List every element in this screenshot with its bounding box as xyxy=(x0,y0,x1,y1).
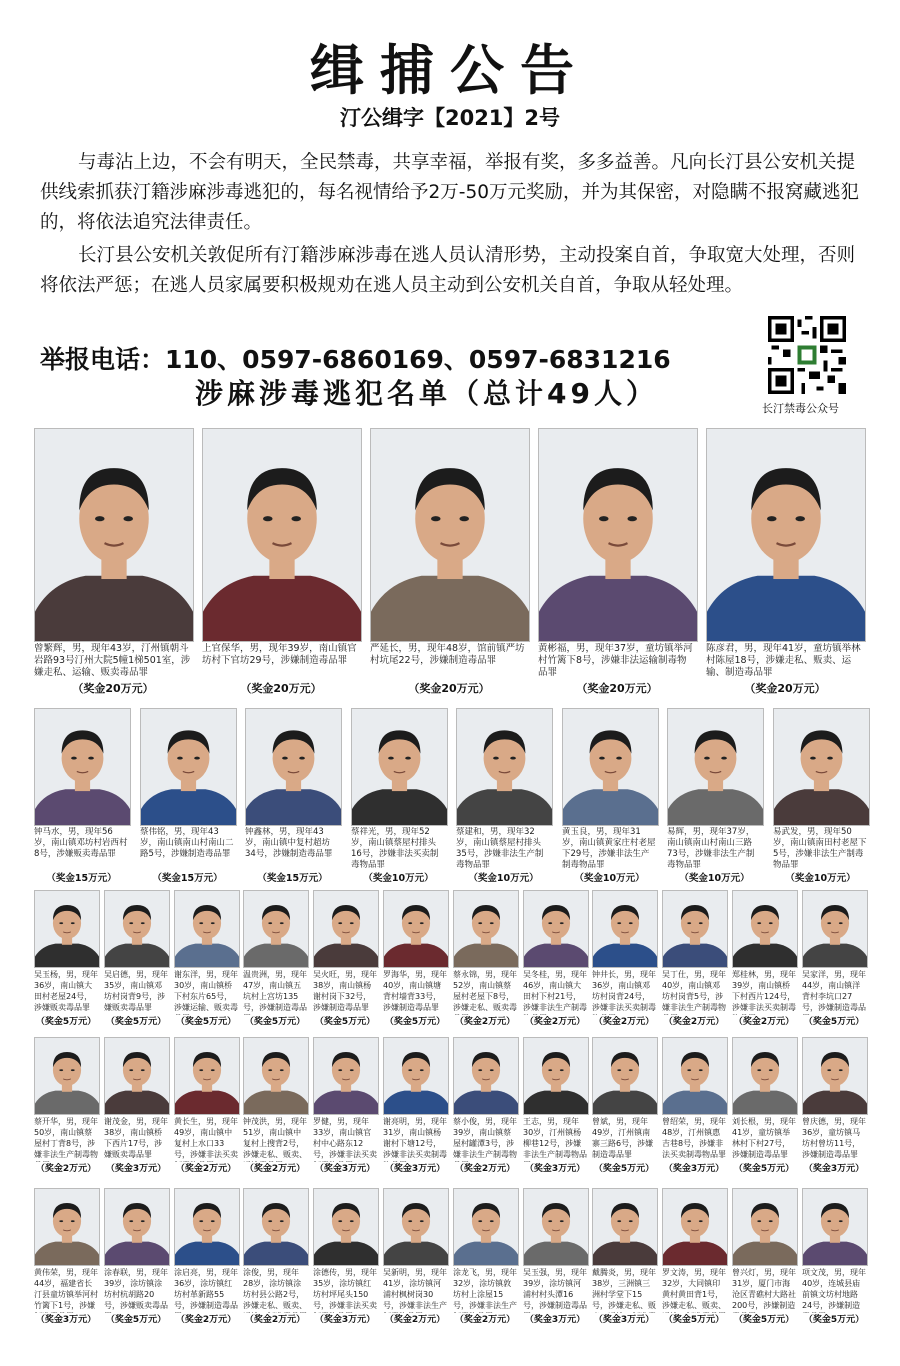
fugitive-description: 蔡建和，男，现年32岁，南山镇蔡屋村排头35号，涉嫌非法生产制毒物品罪 xyxy=(456,827,544,870)
fugitive-card xyxy=(802,1188,866,1328)
fugitive-card xyxy=(538,428,696,696)
fugitive-reward: （奖金20万元） xyxy=(744,682,826,695)
fugitive-card xyxy=(370,428,528,696)
fugitive-photo xyxy=(351,708,448,826)
fugitive-card xyxy=(34,1037,98,1177)
portrait-icon xyxy=(707,429,865,641)
fugitive-description: 谢东洋，男，现年30岁，南山镇桥下村东片65号，涉嫌运输、贩卖毒 xyxy=(174,970,238,1012)
portrait-icon xyxy=(175,891,239,967)
fugitive-list-title: 涉麻涉毒逃犯名单（总计49人） xyxy=(195,377,658,410)
fugitive-photo xyxy=(732,1037,798,1115)
fugitive-description: 钟鑫林，男，现年43岁，南山镇中复村超坊34号，涉嫌制造毒品罪 xyxy=(245,827,333,859)
portrait-icon xyxy=(35,429,193,641)
fugitive-reward: （奖金3万元） xyxy=(593,1315,655,1325)
fugitive-reward: （奖金3万元） xyxy=(803,1164,865,1174)
notice-title: 缉捕公告 xyxy=(310,39,590,102)
fugitive-description: 郑桂林，男，现年39岁，南山镇桥下村西片124号，涉嫌非法买卖制毒 xyxy=(732,970,796,1012)
fugitive-description: 王志，男，现年30岁，汀州镇杨柳巷12号，涉嫌非法生产制毒物品 xyxy=(523,1117,587,1159)
fugitive-description: 罗文涛，男，现年32岁，大同镇印黄村黄田背1号，涉嫌走私、贩卖、 xyxy=(662,1268,726,1310)
fugitive-card xyxy=(706,428,864,696)
fugitive-photo xyxy=(383,890,449,968)
fugitive-reward: （奖金3万元） xyxy=(384,1164,446,1174)
fugitive-card xyxy=(243,1037,307,1177)
fugitive-photo xyxy=(802,890,868,968)
portrait-icon xyxy=(803,1038,867,1114)
fugitive-description: 曾庆德，男，现年36岁，童坊镇马坊村曾坊11号，涉嫌制造毒品罪 xyxy=(802,1117,866,1159)
portrait-icon xyxy=(314,1038,378,1114)
portrait-icon xyxy=(733,1038,797,1114)
portrait-icon xyxy=(524,1038,588,1114)
fugitive-reward: （奖金2万元） xyxy=(175,1315,237,1325)
fugitive-reward: （奖金3万元） xyxy=(524,1315,586,1325)
fugitive-photo xyxy=(523,890,589,968)
fugitive-description: 蔡小俊，男，现年39岁，南山镇蔡屋村罐潭3号，涉嫌非法生产制毒物 xyxy=(453,1117,517,1159)
fugitive-reward: （奖金2万元） xyxy=(593,1017,655,1027)
fugitive-card xyxy=(523,1188,587,1328)
fugitive-photo xyxy=(34,890,100,968)
fugitive-description: 吴玉强，男，现年39岁，涂坊镇河浦村村头潭16号，涉嫌制造毒品 xyxy=(523,1268,587,1310)
portrait-icon xyxy=(774,709,869,825)
fugitive-reward: （奖金5万元） xyxy=(105,1017,167,1027)
portrait-icon xyxy=(803,1189,867,1265)
fugitive-photo xyxy=(773,708,870,826)
fugitive-card xyxy=(313,1037,377,1177)
fugitive-reward: （奖金20万元） xyxy=(72,682,154,695)
fugitive-card xyxy=(592,890,656,1030)
portrait-icon xyxy=(733,891,797,967)
fugitive-card xyxy=(523,890,587,1030)
fugitive-card xyxy=(662,890,726,1030)
fugitive-photo xyxy=(140,708,237,826)
portrait-icon xyxy=(668,709,763,825)
portrait-icon xyxy=(384,1189,448,1265)
fugitive-card xyxy=(523,1037,587,1177)
fugitive-card xyxy=(453,890,517,1030)
fugitive-photo xyxy=(592,1188,658,1266)
fugitive-reward: （奖金3万元） xyxy=(663,1164,725,1174)
fugitive-reward: （奖金5万元） xyxy=(803,1017,865,1027)
portrait-icon xyxy=(35,709,130,825)
fugitive-card xyxy=(174,1037,238,1177)
fugitive-card xyxy=(313,1188,377,1328)
fugitive-description: 黄彬福，男，现年37岁，童坊镇举河村竹篱下8号，涉嫌非法运输制毒物品罪 xyxy=(538,643,693,678)
fugitive-reward: （奖金5万元） xyxy=(35,1017,97,1027)
fugitive-description: 钟茂洪，男，现年51岁，南山镇中复村上搜背2号，涉嫌走私、贩卖、 xyxy=(243,1117,307,1159)
fugitive-card xyxy=(383,1037,447,1177)
portrait-icon xyxy=(35,1189,99,1265)
portrait-icon xyxy=(384,891,448,967)
fugitive-reward: （奖金2万元） xyxy=(244,1315,306,1325)
fugitive-card xyxy=(732,1037,796,1177)
fugitive-description: 吴家洋，男，现年44岁，南山镇洋背村李坑口27号，涉嫌制造毒品 xyxy=(802,970,866,1012)
fugitive-photo xyxy=(370,428,530,642)
fugitive-card xyxy=(140,708,235,886)
fugitive-description: 温贵洲，男，现年47岁，南山镇五坑村上宫坊135号，涉嫌制造毒品 xyxy=(243,970,307,1012)
fugitive-description: 戴腾炎，男，现年38岁，三洲镇三洲村学堂下15号，涉嫌走私、贩 xyxy=(592,1268,656,1310)
fugitive-photo xyxy=(562,708,659,826)
fugitive-photo xyxy=(662,1037,728,1115)
fugitive-photo xyxy=(523,1037,589,1115)
fugitive-card xyxy=(773,708,868,886)
portrait-icon xyxy=(105,891,169,967)
fugitive-description: 吴启德，男，现年35岁，南山镇邓坊村岗背9号，涉嫌贩卖毒品罪 xyxy=(104,970,168,1012)
fugitive-reward: （奖金5万元） xyxy=(175,1017,237,1027)
fugitive-description: 易辉，男，现年37岁，南山镇南山村南山三路73号，涉嫌非法生产制毒物品罪 xyxy=(667,827,755,870)
fugitive-photo xyxy=(202,428,362,642)
fugitive-reward: （奖金5万元） xyxy=(663,1315,725,1325)
fugitive-photo xyxy=(34,428,194,642)
fugitive-photo xyxy=(174,1037,240,1115)
portrait-icon xyxy=(663,891,727,967)
fugitive-reward: （奖金5万元） xyxy=(244,1017,306,1027)
fugitive-description: 钟马水，男，现年56岁，南山镇邓坊村岩西村8号，涉嫌贩卖毒品罪 xyxy=(34,827,128,859)
portrait-icon xyxy=(246,709,341,825)
fugitive-reward: （奖金20万元） xyxy=(576,682,658,695)
fugitive-card xyxy=(592,1037,656,1177)
fugitive-card xyxy=(313,890,377,1030)
fugitive-description: 蔡开华，男，现年50岁，南山镇蔡屋村丁背8号，涉嫌非法生产制毒物 xyxy=(34,1117,98,1159)
fugitive-description: 涂德传，男，现年35岁，涂坊镇红坊村坪尾头150号，涉嫌非法买卖 xyxy=(313,1268,377,1310)
fugitive-reward: （奖金3万元） xyxy=(35,1315,97,1325)
portrait-icon xyxy=(175,1189,239,1265)
fugitive-reward: （奖金20万元） xyxy=(408,682,490,695)
fugitive-photo xyxy=(453,1037,519,1115)
fugitive-reward: （奖金15万元） xyxy=(46,873,117,884)
fugitive-description: 罗海华，男，现年40岁，南山镇塘背村墙背33号，涉嫌制造毒品罪 xyxy=(383,970,447,1012)
fugitive-card xyxy=(802,1037,866,1177)
fugitive-description: 曾绍荣，男，现年48岁，汀州镇惠吉巷8号，涉嫌非法买卖制毒物品罪 xyxy=(662,1117,726,1159)
fugitive-photo xyxy=(174,890,240,968)
fugitive-reward: （奖金2万元） xyxy=(384,1315,446,1325)
fugitive-reward: （奖金2万元） xyxy=(454,1017,516,1027)
fugitive-description: 涂启亮，男，现年36岁，涂坊镇红坊村革新路55号，涉嫌制造毒品 xyxy=(174,1268,238,1310)
portrait-icon xyxy=(663,1189,727,1265)
fugitive-card xyxy=(732,1188,796,1328)
fugitive-photo xyxy=(667,708,764,826)
portrait-icon xyxy=(454,1189,518,1265)
qr-label: 长汀禁毒公众号 xyxy=(762,402,839,415)
fugitive-reward: （奖金10万元） xyxy=(468,873,539,884)
portrait-icon xyxy=(175,1038,239,1114)
fugitive-card xyxy=(667,708,762,886)
fugitive-card xyxy=(104,1188,168,1328)
fugitive-card xyxy=(453,1188,517,1328)
fugitive-reward: （奖金2万元） xyxy=(454,1164,516,1174)
fugitive-description: 蔡永锦，男，现年52岁，南山镇蔡屋村老屋下8号，涉嫌走私、贩卖毒 xyxy=(453,970,517,1012)
fugitive-description: 易武发，男，现年50岁，南山镇南田村老屋下5号，涉嫌非法生产制毒物品罪 xyxy=(773,827,867,870)
fugitive-photo xyxy=(243,890,309,968)
portrait-icon xyxy=(593,1189,657,1265)
fugitive-photo xyxy=(662,1188,728,1266)
portrait-icon xyxy=(563,709,658,825)
fugitive-card xyxy=(245,708,340,886)
fugitive-photo xyxy=(243,1188,309,1266)
qr-code-icon xyxy=(768,316,846,394)
fugitive-description: 曾繁辉，男，现年43岁，汀州镇朝斗岩路93号汀州大院5幢1梯501室，涉嫌走私、运输、贩卖毒品罪 xyxy=(34,643,191,678)
fugitive-description: 刘长根，男，现年41岁，童坊镇举林村下村27号，涉嫌制造毒品罪 xyxy=(732,1117,796,1159)
fugitive-reward: （奖金10万元） xyxy=(574,873,645,884)
fugitive-card xyxy=(174,890,238,1030)
portrait-icon xyxy=(454,891,518,967)
fugitive-reward: （奖金20万元） xyxy=(240,682,322,695)
portrait-icon xyxy=(105,1038,169,1114)
fugitive-reward: （奖金15万元） xyxy=(152,873,223,884)
fugitive-photo xyxy=(104,890,170,968)
fugitive-card xyxy=(383,1188,447,1328)
fugitive-card xyxy=(592,1188,656,1328)
fugitive-description: 严延长，男，现年48岁，馆前镇严坊村坑尾22号，涉嫌制造毒品罪 xyxy=(370,643,525,666)
fugitive-photo xyxy=(453,890,519,968)
portrait-icon xyxy=(141,709,236,825)
portrait-icon xyxy=(524,891,588,967)
fugitive-description: 上官保华，男，现年39岁，南山镇官坊村下官坊29号，涉嫌制造毒品罪 xyxy=(202,643,357,666)
fugitive-card xyxy=(104,1037,168,1177)
fugitive-description: 陈彦君，男，现年41岁，童坊镇举林村陈屋18号，涉嫌走私、贩卖、运输、制造毒品罪 xyxy=(706,643,861,678)
portrait-icon xyxy=(244,891,308,967)
document-number: 汀公缉字【2021】2号 xyxy=(339,106,561,130)
fugitive-description: 涂春联，男，现年39岁，涂坊镇涂坊村杭胡路20号，涉嫌贩卖毒品 xyxy=(104,1268,168,1310)
fugitive-photo xyxy=(104,1188,170,1266)
fugitive-reward: （奖金2万元） xyxy=(175,1164,237,1174)
fugitive-photo xyxy=(732,1188,798,1266)
fugitive-description: 谢茂金，男，现年38岁，南山镇桥下西片17号，涉嫌贩卖毒品罪 xyxy=(104,1117,168,1159)
portrait-icon xyxy=(454,1038,518,1114)
fugitive-photo xyxy=(383,1188,449,1266)
fugitive-photo xyxy=(313,890,379,968)
portrait-icon xyxy=(203,429,361,641)
portrait-icon xyxy=(35,1038,99,1114)
portrait-icon xyxy=(352,709,447,825)
notice-paragraph-2: 长汀县公安机关敦促所有汀籍涉麻涉毒在逃人员认清形势，主动投案自首，争取宽大处理，否则将依法严惩；在逃人员家属要积极规劝在逃人员主动到公安机关自首，争取从轻处理。 xyxy=(40,245,856,296)
fugitive-description: 曾兴灯，男，现年31岁，厦门市海沧区青礁村大路社200号，涉嫌制造 xyxy=(732,1268,796,1310)
fugitive-photo xyxy=(243,1037,309,1115)
fugitive-photo xyxy=(34,1188,100,1266)
fugitive-photo xyxy=(732,890,798,968)
fugitive-reward: （奖金5万元） xyxy=(314,1017,376,1027)
portrait-icon xyxy=(371,429,529,641)
report-phone: 举报电话：110、0597-6860169、0597-6831216 xyxy=(40,345,671,374)
portrait-icon xyxy=(384,1038,448,1114)
fugitive-photo xyxy=(706,428,866,642)
fugitive-card xyxy=(34,890,98,1030)
fugitive-photo xyxy=(104,1037,170,1115)
fugitive-card xyxy=(34,1188,98,1328)
portrait-icon xyxy=(314,1189,378,1265)
fugitive-reward: （奖金2万元） xyxy=(663,1017,725,1027)
portrait-icon xyxy=(35,891,99,967)
fugitive-card xyxy=(802,890,866,1030)
fugitive-description: 黄长生，男，现年49岁，南山镇中复村上水口33号，涉嫌非法买卖 xyxy=(174,1117,238,1159)
portrait-icon xyxy=(105,1189,169,1265)
fugitive-description: 黄伟荣，男，现年44岁，福建省长汀县童坊镇举河村竹篱下1号，涉嫌 xyxy=(34,1268,98,1310)
fugitive-card xyxy=(453,1037,517,1177)
fugitive-description: 曾斌，男，现年49岁，汀州镇南寨三路6号，涉嫌制造毒品罪 xyxy=(592,1117,654,1159)
fugitive-card xyxy=(662,1037,726,1177)
fugitive-card xyxy=(104,890,168,1030)
fugitive-description: 项文茂，男，现年40岁，连城县庙前镇文坊村地路24号，涉嫌制造 xyxy=(802,1268,866,1310)
fugitive-reward: （奖金2万元） xyxy=(524,1017,586,1027)
fugitive-description: 涂龙飞，男，现年32岁，涂坊镇敦坊村上涂屋15号，涉嫌非法生产 xyxy=(453,1268,517,1310)
fugitive-description: 蔡伟铭，男，现年43岁，南山镇南山村南山二路5号，涉嫌制造毒品罪 xyxy=(140,827,234,859)
fugitive-reward: （奖金3万元） xyxy=(314,1164,376,1174)
portrait-icon xyxy=(593,891,657,967)
fugitive-reward: （奖金10万元） xyxy=(785,873,856,884)
fugitive-reward: （奖金10万元） xyxy=(679,873,750,884)
fugitive-reward: （奖金3万元） xyxy=(105,1164,167,1174)
fugitive-card xyxy=(34,708,129,886)
portrait-icon xyxy=(593,1038,657,1114)
fugitive-reward: （奖金15万元） xyxy=(257,873,328,884)
notice-paragraph-1: 与毒沾上边，不会有明天，全民禁毒，共享幸福，举报有奖，多多益善。凡向长汀县公安机关提供线索抓获汀籍涉麻涉毒逃犯的，每名视情给予2万-50万元奖励，并为其保密，对隐瞒不报窝藏逃犯的，将依法追究法律责任。 xyxy=(40,152,859,233)
fugitive-card xyxy=(174,1188,238,1328)
portrait-icon xyxy=(244,1038,308,1114)
fugitive-description: 黄玉良，男，现年31岁，南山镇黄家庄村老屋下29号，涉嫌非法生产制毒物品罪 xyxy=(562,827,656,870)
portrait-icon xyxy=(314,891,378,967)
fugitive-card xyxy=(351,708,446,886)
fugitive-reward: （奖金2万元） xyxy=(35,1164,97,1174)
fugitive-description: 吴新明，男，现年41岁，涂坊镇河浦村枫树岗30号，涉嫌非法生产 xyxy=(383,1268,447,1310)
fugitive-description: 吴火旺，男，现年38岁，南山镇杨谢村岗下32号，涉嫌制造毒品罪 xyxy=(313,970,377,1012)
fugitive-reward: （奖金3万元） xyxy=(314,1315,376,1325)
fugitive-description: 吴丁仕，男，现年40岁，南山镇邓坊村岗背5号，涉嫌非法生产制毒物 xyxy=(662,970,726,1012)
fugitive-photo xyxy=(453,1188,519,1266)
fugitive-description: 吴冬桂，男，现年46岁，南山镇大田村下村21号，涉嫌非法生产制毒 xyxy=(523,970,587,1012)
fugitive-card xyxy=(732,890,796,1030)
fugitive-card xyxy=(34,428,192,696)
portrait-icon xyxy=(457,709,552,825)
fugitive-description: 蔡祥光，男，现年52岁，南山镇蔡屋村排头16号，涉嫌非法买卖制毒物品罪 xyxy=(351,827,439,870)
fugitive-photo xyxy=(523,1188,589,1266)
fugitive-reward: （奖金5万元） xyxy=(105,1315,167,1325)
fugitive-description: 涂俊，男，现年28岁，涂坊镇涂坊村县公路2号，涉嫌走私、贩卖、 xyxy=(243,1268,307,1310)
fugitive-card xyxy=(662,1188,726,1328)
fugitive-reward: （奖金5万元） xyxy=(384,1017,446,1027)
fugitive-card xyxy=(383,890,447,1030)
portrait-icon xyxy=(524,1189,588,1265)
fugitive-card xyxy=(243,890,307,1030)
fugitive-reward: （奖金2万元） xyxy=(454,1315,516,1325)
fugitive-photo xyxy=(313,1037,379,1115)
fugitive-reward: （奖金2万元） xyxy=(244,1164,306,1174)
portrait-icon xyxy=(663,1038,727,1114)
fugitive-photo xyxy=(802,1188,868,1266)
fugitive-description: 谢亮明，男，现年31岁，南山镇杨谢村下塘12号，涉嫌非法买卖制毒 xyxy=(383,1117,447,1159)
fugitive-photo xyxy=(245,708,342,826)
fugitive-photo xyxy=(34,708,131,826)
fugitive-photo xyxy=(538,428,698,642)
fugitive-photo xyxy=(383,1037,449,1115)
fugitive-card xyxy=(562,708,657,886)
fugitive-reward: （奖金5万元） xyxy=(593,1164,655,1174)
fugitive-reward: （奖金5万元） xyxy=(733,1315,795,1325)
fugitive-photo xyxy=(592,1037,658,1115)
fugitive-photo xyxy=(174,1188,240,1266)
fugitive-description: 钟井长，男，现年36岁，南山镇邓坊村岗背24号，涉嫌非法买卖制毒 xyxy=(592,970,656,1012)
fugitive-photo xyxy=(592,890,658,968)
fugitive-photo xyxy=(313,1188,379,1266)
portrait-icon xyxy=(803,891,867,967)
fugitive-reward: （奖金5万元） xyxy=(733,1164,795,1174)
fugitive-description: 吴玉杨，男，现年36岁，南山镇大田村老屋24号，涉嫌贩卖毒品罪 xyxy=(34,970,98,1012)
fugitive-photo xyxy=(662,890,728,968)
fugitive-reward: （奖金3万元） xyxy=(524,1164,586,1174)
fugitive-description: 罗健，男，现年33岁，南山镇官村中心路东12号，涉嫌非法买卖 xyxy=(313,1117,377,1159)
fugitive-card xyxy=(243,1188,307,1328)
fugitive-card xyxy=(456,708,551,886)
portrait-icon xyxy=(244,1189,308,1265)
fugitive-reward: （奖金2万元） xyxy=(733,1017,795,1027)
fugitive-photo xyxy=(34,1037,100,1115)
portrait-icon xyxy=(733,1189,797,1265)
fugitive-card xyxy=(202,428,360,696)
portrait-icon xyxy=(539,429,697,641)
fugitive-photo xyxy=(802,1037,868,1115)
fugitive-reward: （奖金10万元） xyxy=(363,873,434,884)
fugitive-photo xyxy=(456,708,553,826)
fugitive-reward: （奖金5万元） xyxy=(803,1315,865,1325)
